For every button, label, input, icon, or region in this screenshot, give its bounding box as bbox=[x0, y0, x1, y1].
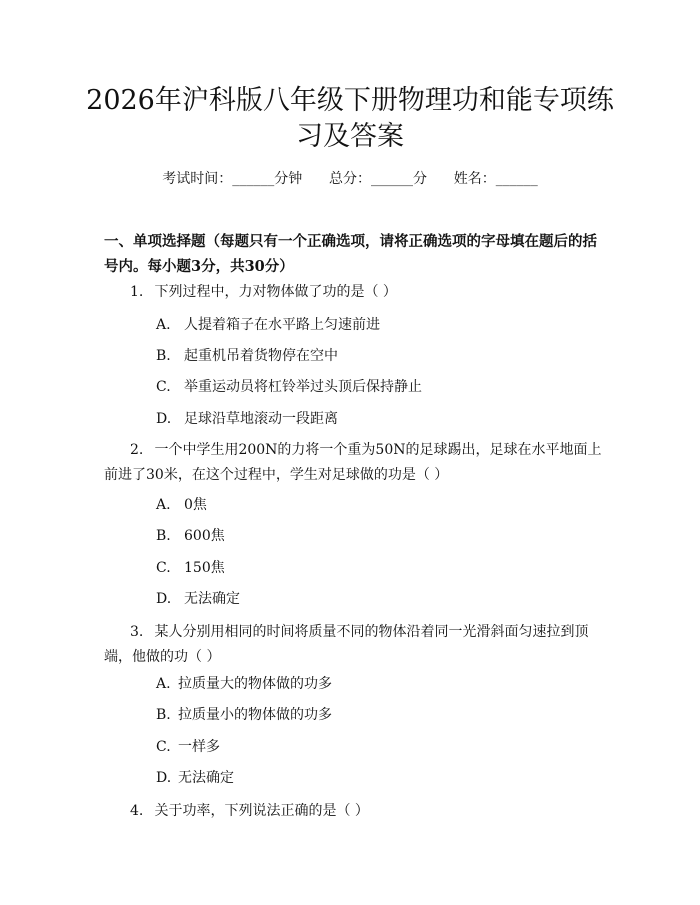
question-1 bbox=[104, 280, 604, 305]
option-text: 举重运动员将杠铃举过头顶后保持静止 bbox=[184, 379, 422, 395]
question-2-option-c bbox=[156, 558, 225, 578]
document-title-line-1: 2026年沪科版八年级下册物理功和能专项练 bbox=[86, 85, 614, 116]
question-number: 3. bbox=[130, 624, 144, 640]
question-3-option-c bbox=[156, 737, 220, 757]
question-3-option-d bbox=[156, 768, 234, 788]
question-3-option-b bbox=[156, 705, 332, 725]
option-key: B. bbox=[156, 348, 171, 364]
question-1-option-a bbox=[156, 315, 380, 335]
option-text: 足球沿草地滚动一段距离 bbox=[184, 411, 338, 427]
question-3 bbox=[104, 620, 604, 670]
option-key: D. bbox=[156, 411, 172, 427]
option-key: A. bbox=[156, 497, 171, 513]
question-number: 2. bbox=[130, 442, 144, 458]
question-2-option-d bbox=[156, 589, 240, 609]
option-key: C. bbox=[156, 379, 171, 395]
option-text: 无法确定 bbox=[178, 770, 234, 786]
question-1-option-c bbox=[156, 377, 422, 397]
option-key: D. bbox=[156, 591, 172, 607]
option-key: C. bbox=[156, 560, 171, 576]
option-text: 0焦 bbox=[184, 497, 207, 513]
question-3-option-a bbox=[156, 674, 332, 694]
option-key: D. bbox=[156, 770, 172, 786]
option-text: 150焦 bbox=[184, 560, 225, 576]
option-text: 600焦 bbox=[184, 528, 225, 544]
section-heading: 一、单项选择题（每题只有一个正确选项，请将正确选项的字母填在题后的括号内。每小题3分，共30分） bbox=[104, 233, 597, 275]
question-4 bbox=[104, 799, 604, 824]
question-1-option-d bbox=[156, 409, 338, 429]
option-key: A. bbox=[156, 676, 171, 692]
option-key: A. bbox=[156, 317, 171, 333]
question-text: 下列过程中，力对物体做了功的是（ ） bbox=[154, 284, 397, 300]
option-text: 人提着箱子在水平路上匀速前进 bbox=[184, 317, 380, 333]
option-text: 拉质量大的物体做的功多 bbox=[178, 676, 332, 692]
question-text: 关于功率，下列说法正确的是（ ） bbox=[154, 803, 369, 819]
option-key: B. bbox=[156, 528, 171, 544]
question-2-option-b bbox=[156, 526, 225, 546]
option-key: C. bbox=[156, 739, 171, 755]
option-text: 拉质量小的物体做的功多 bbox=[178, 707, 332, 723]
option-text: 无法确定 bbox=[184, 591, 240, 607]
question-2 bbox=[104, 438, 604, 488]
option-text: 起重机吊着货物停在空中 bbox=[184, 348, 338, 364]
question-text: 某人分别用相同的时间将质量不同的物体沿着同一光滑斜面匀速拉到顶端，他做的功（ ） bbox=[104, 624, 589, 665]
document-title-line-2: 习及答案 bbox=[296, 121, 404, 152]
option-text: 一样多 bbox=[178, 739, 220, 755]
option-key: B. bbox=[156, 707, 171, 723]
question-number: 4. bbox=[130, 803, 144, 819]
question-text: 一个中学生用200N的力将一个重为50N的足球踢出，足球在水平地面上前进了30米，在这个过程中，学生对足球做的功是（ ） bbox=[104, 442, 602, 483]
question-2-option-a bbox=[156, 495, 207, 515]
exam-info-line: 考试时间：______分钟 总分：______分 姓名：______ bbox=[162, 171, 538, 187]
question-1-option-b bbox=[156, 346, 338, 366]
question-number: 1. bbox=[130, 284, 144, 300]
